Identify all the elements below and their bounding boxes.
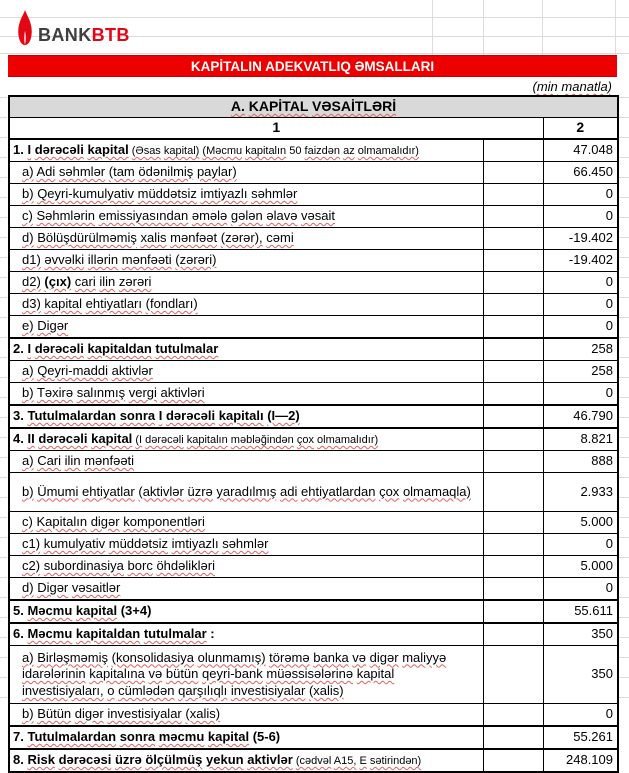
row-value: 0: [543, 578, 618, 601]
row-label: d1) əvvəlki illərin mənfəəti (zərəri): [9, 250, 483, 272]
spacer-cell: [483, 473, 543, 512]
spacer-cell: [483, 294, 543, 316]
row-label: 8. Risk dərəcəsi üzrə ölçülmüş yekun aktivlər (cədvəl A15, E sətirindən): [9, 749, 483, 772]
row-label: d) Bölüşdürülməmiş xalis mənfəət (zərər), cəmi: [9, 228, 483, 250]
table-row: [9, 228, 618, 250]
table-row: [9, 361, 618, 383]
row-value: 350: [543, 623, 618, 646]
row-value: 5.000: [543, 512, 618, 534]
gridline: [0, 53, 629, 54]
row-value: 0: [543, 184, 618, 206]
row-label: a) Adi səhmlər (tam ödənilmiş paylar): [9, 162, 483, 184]
row-label: 6. Məcmu kapitaldan tutulmalar :: [9, 623, 483, 646]
table-row: [9, 206, 618, 228]
row-value: 55.611: [543, 600, 618, 623]
row-value: 248.109: [543, 749, 618, 772]
row-label: 7. Tutulmalardan sonra məcmu kapital (5-6): [9, 726, 483, 749]
row-value: 0: [543, 206, 618, 228]
row-value: 2.933: [543, 473, 618, 512]
table-row: [9, 272, 618, 294]
row-value: 258: [543, 338, 618, 361]
spacer-cell: [483, 646, 543, 704]
spacer-cell: [483, 139, 543, 162]
row-label: 3. Tutulmalardan sonra I dərəcəli kapitalı (I—2): [9, 405, 483, 428]
spacer-cell: [483, 704, 543, 727]
table-row: [9, 451, 618, 473]
row-label: c) Kapitalın digər komponentləri: [9, 512, 483, 534]
row-label: b) Qeyri-kumulyativ müddətsiz imtiyazlı səhmlər: [9, 184, 483, 206]
wordmark-btb: BTB: [91, 25, 130, 45]
table-row: [9, 316, 618, 339]
table-row: [9, 184, 618, 206]
spacer-cell: [483, 206, 543, 228]
row-value: 0: [543, 383, 618, 406]
row-label: c2) subordinasiya borc öhdəlikləri: [9, 556, 483, 578]
spacer-cell: [483, 228, 543, 250]
spacer-cell: [483, 512, 543, 534]
row-label: b) Bütün digər investisiyalar (xalis): [9, 704, 483, 727]
spacer-cell: [483, 749, 543, 772]
column-header-row: [9, 118, 618, 140]
row-value: 46.790: [543, 405, 618, 428]
row-value: 5.000: [543, 556, 618, 578]
currency-unit-note: (min manatla): [532, 79, 612, 94]
spacer-cell: [483, 726, 543, 749]
table-row: [9, 578, 618, 601]
row-value: 258: [543, 361, 618, 383]
table-row: [9, 405, 618, 428]
spacer-cell: [483, 184, 543, 206]
row-label: 4. II dərəcəli kapital (I dərəcəli kapitalın məbləğindən çox olmamalıdır): [9, 428, 483, 451]
row-value: -19.402: [543, 250, 618, 272]
spacer-cell: [483, 162, 543, 184]
row-value: 55.261: [543, 726, 618, 749]
row-label: 5. Məcmu kapital (3+4): [9, 600, 483, 623]
wordmark-bank: BANK: [38, 25, 92, 45]
table-row: [9, 428, 618, 451]
table-row: [9, 139, 618, 162]
spacer-cell: [483, 451, 543, 473]
spacer-cell: [483, 316, 543, 339]
spacer-cell: [483, 556, 543, 578]
table-row: [9, 704, 618, 727]
spacer-cell: [483, 361, 543, 383]
row-value: 350: [543, 646, 618, 704]
table-row: [9, 534, 618, 556]
col-2-header: 2: [543, 118, 618, 140]
row-value: 0: [543, 316, 618, 339]
left-margin-gridlines: [0, 78, 7, 714]
row-label: d) Digər vəsaitlər: [9, 578, 483, 601]
report-title: KAPİTALIN ADEKVATLIQ ƏMSALLARI: [190, 58, 435, 74]
row-label: 1. I dərəcəli kapital (Əsas kapital) (Məcmu kapitalın 50 faizdən az olmamalıdır): [9, 139, 483, 162]
table-row: [9, 749, 618, 772]
table-row: [9, 600, 618, 623]
section-header-row: [9, 96, 618, 118]
row-label: c1) kumulyativ müddətsiz imtiyazlı səhmlər: [9, 534, 483, 556]
row-label: e) Digər: [9, 316, 483, 339]
table-row: [9, 383, 618, 406]
spacer-cell: [483, 405, 543, 428]
gridline: [432, 0, 433, 55]
report-title-banner: [8, 55, 617, 77]
row-value: 0: [543, 534, 618, 556]
table-row: [9, 250, 618, 272]
row-value: 0: [543, 272, 618, 294]
row-label: a) Cari ilin mənfəəti: [9, 451, 483, 473]
row-label: d2) (çıx) cari ilin zərəri: [9, 272, 483, 294]
flame-icon: [16, 9, 34, 47]
spacer-cell: [483, 600, 543, 623]
spacer-cell: [483, 383, 543, 406]
row-label: c) Səhmlərin emissiyasından əmələ gələn əlavə vəsait: [9, 206, 483, 228]
row-label: a) Qeyri-maddi aktivlər: [9, 361, 483, 383]
table-row: [9, 726, 618, 749]
spacer-cell: [483, 338, 543, 361]
bank-wordmark: [38, 25, 130, 46]
row-value: 8.821: [543, 428, 618, 451]
row-value: 888: [543, 451, 618, 473]
row-value: 0: [543, 704, 618, 727]
table-row: [9, 338, 618, 361]
row-label: b) Ümumi ehtiyatlar (aktivlər üzrə yaradılmış adi ehtiyatlardan çox olmamaqla): [9, 473, 483, 512]
table-row: [9, 623, 618, 646]
spacer-cell: [483, 578, 543, 601]
table-row: [9, 162, 618, 184]
table-row: [9, 646, 618, 704]
table-row: [9, 473, 618, 512]
section-header: A. KAPİTAL VƏSAİTLƏRİ: [9, 96, 618, 118]
right-margin-gridlines: [618, 78, 629, 714]
gridline: [615, 0, 616, 55]
row-value: 0: [543, 294, 618, 316]
gridline: [542, 0, 543, 55]
row-value: 66.450: [543, 162, 618, 184]
row-label: d3) kapital ehtiyatları (fondları): [9, 294, 483, 316]
table-row: [9, 294, 618, 316]
spacer-cell: [483, 428, 543, 451]
row-value: -19.402: [543, 228, 618, 250]
spacer-cell: [483, 250, 543, 272]
table-row: [9, 556, 618, 578]
row-label: b) Təxirə salınmış vergi aktivləri: [9, 383, 483, 406]
table-row: [9, 512, 618, 534]
capital-adequacy-table: [8, 95, 619, 773]
spacer-cell: [483, 534, 543, 556]
gridline: [483, 0, 484, 55]
col-1-header: 1: [9, 118, 543, 140]
row-label: a) Birləşməmiş (konsolidasiya olunmamış) törəmə banka və digər maliyyə idarələrinin kapitalına və bütün qeyri-bank müəssisələrinə kapital investisiyaları, o cümlədən qarşılıqlı investisiyalar (xalis): [9, 646, 483, 704]
row-value: 47.048: [543, 139, 618, 162]
gridline: [0, 17, 629, 18]
row-label: 2. I dərəcəli kapitaldan tutulmalar: [9, 338, 483, 361]
spacer-cell: [483, 623, 543, 646]
spacer-cell: [483, 272, 543, 294]
